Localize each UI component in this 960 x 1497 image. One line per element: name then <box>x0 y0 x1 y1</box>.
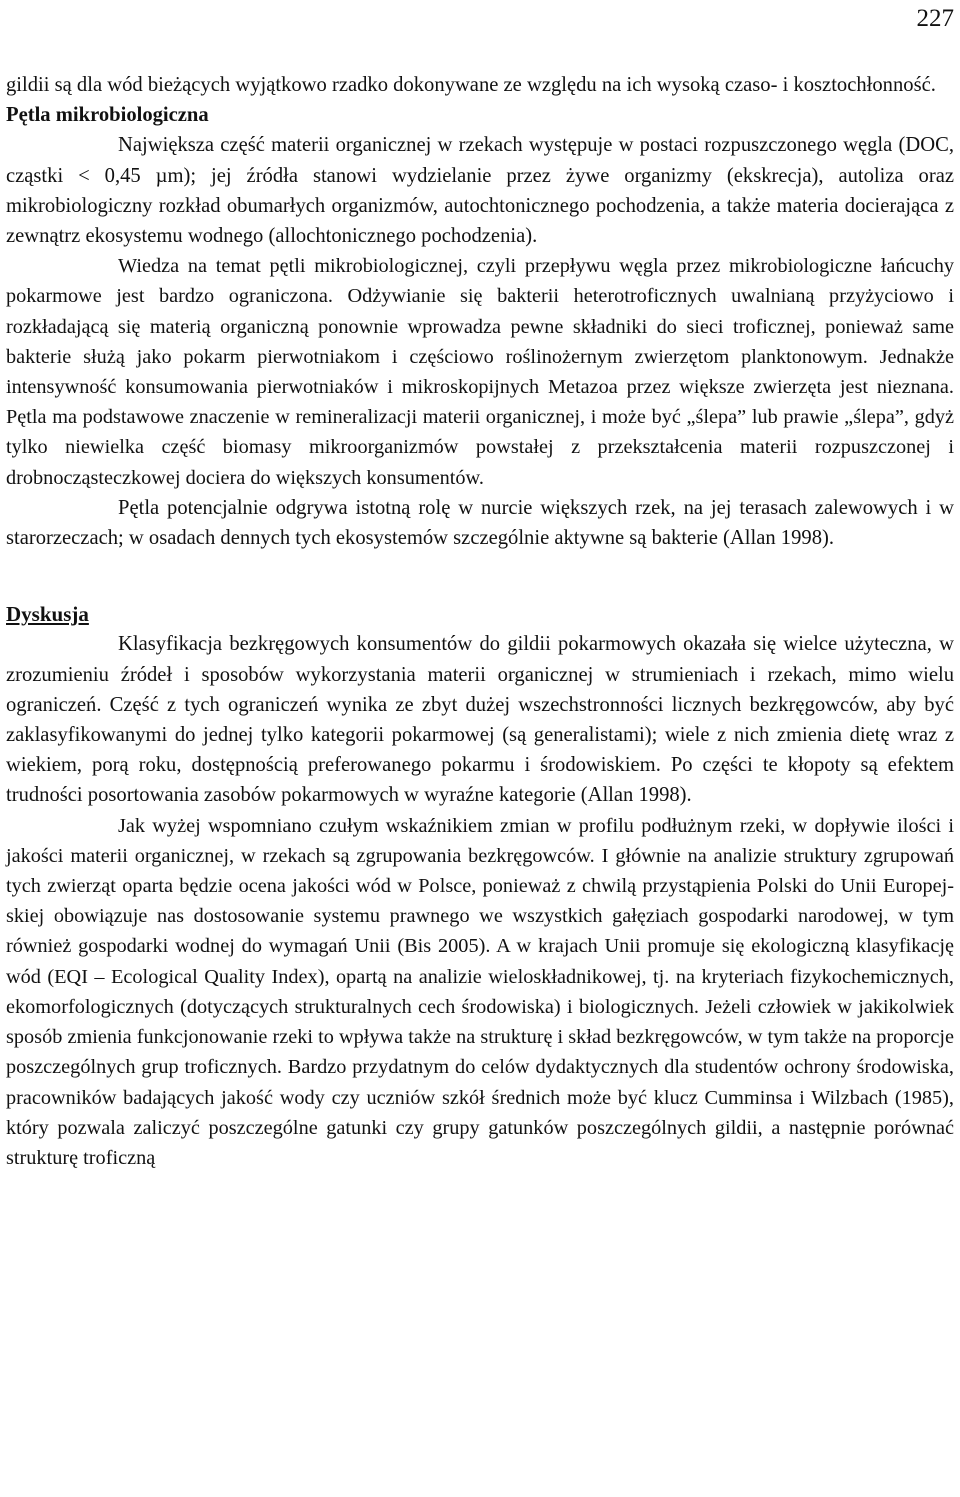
paragraph-intro: gildii są dla wód bieżących wyjątkowo rzadko dokonywane ze względu na ich wysoką czaso- i kosztochłonność. <box>6 74 936 96</box>
paragraph-loop-role: Pętla potencjalnie odgrywa istotną rolę w nurcie większych rzek, na jej terasach zalewowych i w starorzeczach; w osadach dennych tych ekosystemów szczególnie aktywne są bakterie (Allan 1998). <box>6 496 954 550</box>
paragraph-classification: Klasyfikacja bezkręgowych konsumentów do gildii pokarmowych okazała się wielce użyteczna, w zrozumieniu źródeł i sposobów wykorzystania materii organicznej w strumieniach i rzekach, mimo wielu ograniczeń. Część z tych ograniczeń wynika ze zbyt dużej wszechstronności licznych bezkręgowców, aby być zaklasyfikowanymi do jednej tylko kategorii pokarmowej (są generalistami); wiele z nich zmienia dietę wraz z wiekiem, porą roku, dostępnością preferowanego pokarmu i środowiskiem. Po części te kłopoty są efektem trudności posortowania zasobów pokarmowych w wyraźne kategorie (Allan 1998). <box>6 633 954 807</box>
page-body <box>6 70 954 1173</box>
heading-discussion: Dyskusja <box>6 602 89 627</box>
heading-microbial-loop: Pętla mikrobiologiczna <box>6 104 209 127</box>
paragraph-doc: Największa część materii organicznej w rzekach występuje w postaci rozpuszczonego węgla (DOC, cząstki < 0,45 µm); jej źródła stanowi wydzielanie przez żywe organizmy (ekskrecja), autoliza oraz mikrobiologiczny rozkład obumarłych organizmów, autochtonicznego pochodzenia, a także materia docierająca z zewnątrz ekosystemu wodnego (allochtonicznego pochodzenia). <box>6 134 954 248</box>
paragraph-indicator: Jak wyżej wspomniano czułym wskaźnikiem zmian w profilu podłużnym rzeki, w dopływie ilości i jakości materii organicznej, w rzekach są zgrupowania bezkręgowców. I głównie na analizie struktury zgrupowań tych zwierząt oparta będzie ocena jakości wód w Polsce, ponieważ z chwilą przystąpienia Polski do Unii Europejskiej obowiązuje nas dostosowanie systemu prawnego we wszystkich gałęziach gospodarki narodowej, w tym również gospodarki wodnej do wymagań Unii (Bis 2005). A w krajach Unii promuje się ekologiczną klasyfikację wód (EQI – Ecological Quality Index), opartą na analizie wieloskładnikowej, tj. na kryteriach fizykochemicznych, ekomorfologicznych (dotyczących strukturalnych cech środowiska) i biologicznych. Jeżeli człowiek w jakikolwiek sposób zmienia funkcjonowanie rzeki to wpływa także na strukturę i skład bezkręgowców, w tym także na proporcje poszczególnych grup troficznych. Bardzo przydatnym do celów dydaktycznych dla studentów ochrony środowiska, pracowników badających jakość wody czy uczniów szkół średnich może być klucz Cumminsa i Wilzbach (1985), który pozwala zaliczyć poszczególne gatunki czy grupy gatunków poszczególnych gildii, a następnie porównać strukturę troficzną <box>6 814 954 1169</box>
page-number: 227 <box>916 5 954 32</box>
paragraph-knowledge: Wiedza na temat pętli mikrobiologicznej, czyli przepływu węgla przez mikrobiologiczne łańcuchy pokarmowe jest bardzo ograniczona. Odżywianie się bakterii heterotroficznych uwalnianą przyżyciowo i rozkładającą się materią organiczną ponownie wprowadza pewne składniki do sieci troficznej, ponieważ same bakterie służą jako pokarm pierwotniakom i częściowo roślinożernym zwierzętom planktonowym. Jednakże intensywność konsumowania pierwotniaków i mikroskopijnych Metazoa przez większe zwierzęta jest nieznana. Pętla ma podstawowe znaczenie w remineralizacji materii organicznej, i może być „ślepa” lub prawie „ślepa”, gdyż tylko niewielka część biomasy mikroorganizmów powstałej z przekształcenia materii rozpuszczonej i drobnocząsteczkowej dociera do większych konsumentów. <box>6 255 954 489</box>
